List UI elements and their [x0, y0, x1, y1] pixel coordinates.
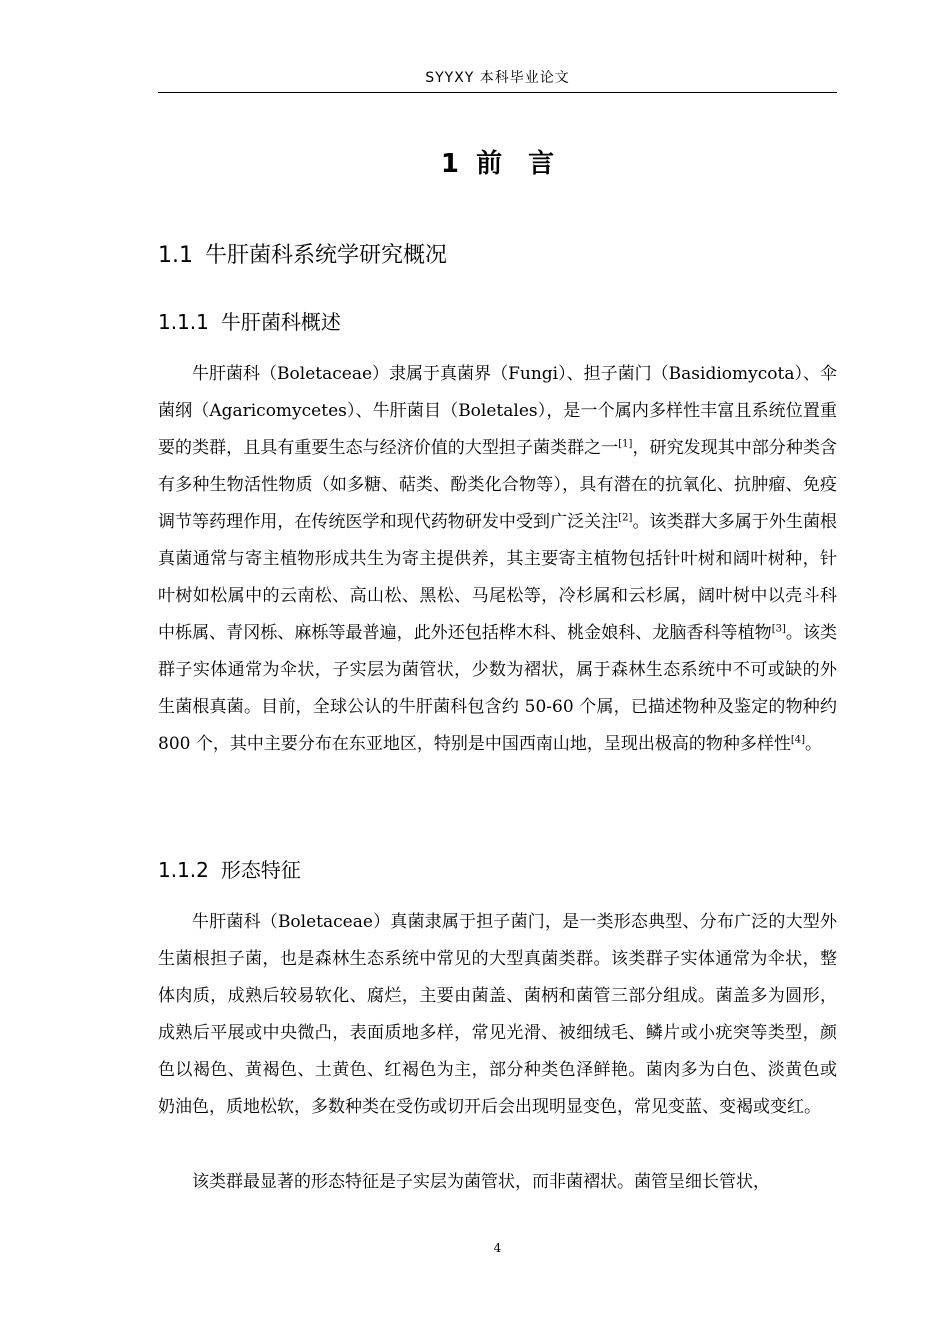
body-paragraph-overview — [158, 356, 837, 763]
section-number: 1.1.1 — [158, 310, 209, 334]
paragraph-text: ，研究发现其中部分种类含有多种生物活性物质（如多糖、萜类、酚类化合物等），具有潜在的抗氧化、抗肿瘤、免疫调节等药理作用，在传统医学和现代药物研发中受到广泛关注 — [158, 438, 837, 532]
section-number: 1.1 — [158, 243, 193, 268]
section-title: 牛肝菌科系统学研究概况 — [205, 243, 448, 268]
section-heading-1-1-1 — [158, 307, 341, 337]
page-number: 4 — [493, 1241, 502, 1255]
section-title: 形态特征 — [220, 858, 301, 882]
chapter-title: 1 前 言 — [440, 149, 555, 179]
paragraph-text: 。该类群大多属于外生菌根真菌通常与寄主植物形成共生为寄主提供养，其主要寄主植物包括针叶树和阔叶树种，针叶树如松属中的云南松、高山松、黑松、马尾松等，冷杉属和云杉属，阔叶树中以壳斗科中栎属、青冈栎、麻栎等最普遍，此外还包括桦木科、桃金娘科、龙脑香科等植物 — [158, 512, 837, 643]
paragraph-text: 。该类群子实体通常为伞状，子实层为菌管状，少数为褶状，属于森林生态系统中不可或缺的外生菌根真菌。目前，全球公认的牛肝菌科包含约 50-60 个属，已描述物种及鉴定的物种约 800 个，其中主要分布在东亚地区，特别是中国西南山地，呈现出极高的物种多样性 — [158, 623, 837, 754]
section-heading-1-1-2 — [158, 855, 301, 885]
section-number: 1.1.2 — [158, 858, 209, 882]
page-header — [158, 68, 837, 93]
citation: [4] — [790, 734, 806, 746]
citation: [3] — [771, 623, 786, 635]
paragraph-text: 。 — [805, 734, 823, 754]
section-heading-1-1 — [158, 240, 447, 272]
body-paragraph-morphology: 牛肝菌科（Boletaceae）真菌隶属于担子菌门，是一类形态典型、分布广泛的大型外生菌根担子菌，也是森林生态系统中常见的大型真菌类群。该类群子实体通常为伞状，整体肉质，成熟后较易软化、腐烂，主要由菌盖、菌柄和菌管三部分组成。菌盖多为圆形，成熟后平展或中央微凸，表面质地多样，常见光滑、被细绒毛、鳞片或小疣突等类型，颜色以褐色、黄褐色、土黄色、红褐色为主，部分种类色泽鲜艳。菌肉多为白色、淡黄色或奶油色，质地松软，多数种类在受伤或切开后会出现明显变色，常见变蓝、变褐或变红。 — [158, 912, 837, 1117]
citation: [2] — [618, 512, 633, 524]
header-text: SYYXY 本科毕业论文 — [425, 70, 570, 86]
paragraph-text: 牛肝菌科（Boletaceae）隶属于真菌界（Fungi）、担子菌门（Basidiomycota）、伞菌纲（Agaricomycetes）、牛肝菌目（Boletales），是一个属内多样性丰富且系统位置重要的类群，且具有重要生态与经济价值的大型担子菌类群之一 — [158, 364, 837, 458]
body-paragraph-morphology-continued: 该类群最显著的形态特征是子实层为菌管状，而非菌褶状。菌管呈细长管状， — [192, 1172, 770, 1192]
section-title: 牛肝菌科概述 — [220, 310, 341, 334]
citation: [1] — [618, 438, 633, 450]
